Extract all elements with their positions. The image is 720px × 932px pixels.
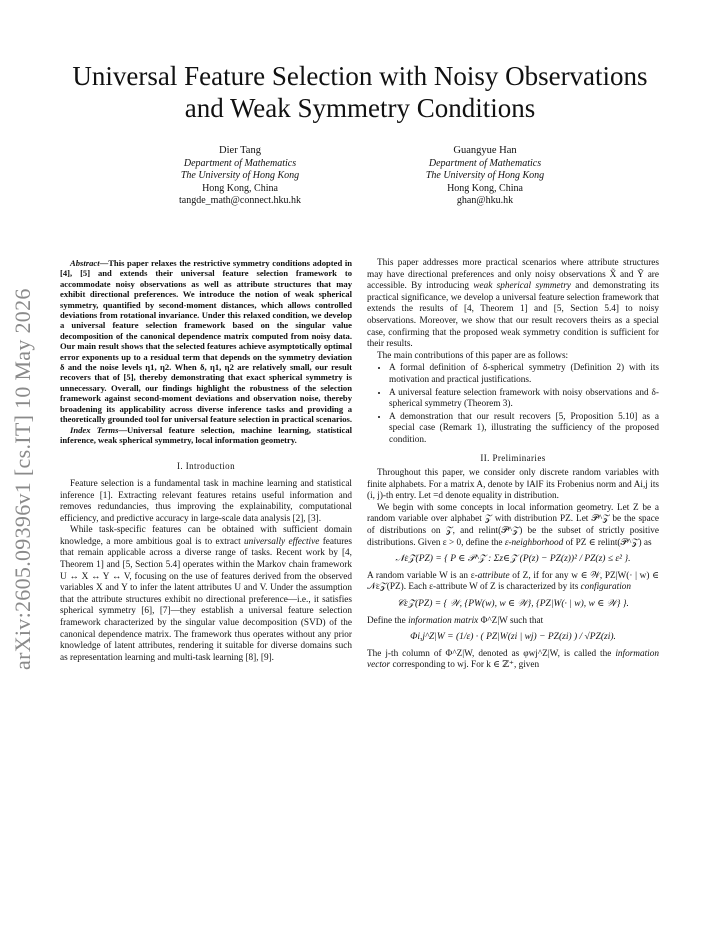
author-city: Hong Kong, China [447,182,523,194]
author-city: Hong Kong, China [202,182,278,194]
author-univ: The University of Hong Kong [180,170,300,181]
prelim-p4-emphasis: information matrix [408,615,479,626]
intro-p2-text-cont: features that remain applicable across a diverse range of tasks. Recent work by [4, Theorem 1] and [5, Section 5.4] operates within the Markov chain framework U ↔ X ↔ Y ↔ V, focusing on the use of features derived from the observed variables X and Y to infer the latent attributes U and V. Under the assumption that the attribute structures exhibit no directional preference—i.e., it satisfies spherical symmetry [6], [7]—they establish a universal feature selection framework characterized by the singular value decomposition (SVD) of the canonical dependence matrix. The framework thus operates without any prior knowledge of latent attributes, rendering it suitable for diverse domains such as representation learning and multi-task learning [8], [9]. [60,536,352,663]
contribution-item: • A universal feature selection framework with noisy observations and δ-spherical symmetry (Theorem 3). [389,388,659,411]
contribution-item: • A formal definition of δ-spherical symmetry (Definition 2) with its motivation and practical justifications. [389,363,659,386]
author-email: tangde_math@connect.hku.hk [179,195,301,206]
abstract-text: —This paper relaxes the restrictive symmetry conditions adopted in [4], [5] and extends their universal feature selection framework to accommodate noisy observations as well as attribute structures that may exhibit directional preferences. We introduce the notion of weak spherical symmetry, quantified by second-moment distances, which allows controlled deviations from rotational invariance. Under this relaxed condition, we develop a universal feature selection framework based on the singular value decomposition of the canonical dependence matrix computed from noisy data. Our main result shows that the selected features achieve asymptotically optimal error exponents up to a residual term that depends on the symmetry deviation δ and the noise levels η1, η2. When δ, η1, η2 are relatively small, our result recovers that of [5], thereby demonstrating that exact spherical symmetry is unnecessary. Overall, our findings highlight the robustness of the selection framework against second-moment deviations and observation noise, thereby broadening its applicability across diverse inference tasks and providing a theoretically grounded tool for universal feature selection in practical scenarios. [60,258,352,425]
author-block [365,145,605,208]
prelim-p2-text: We begin with some concepts in local information geometry. Let Z be a random variable over alphabet 𝒵 with distribution PZ. Let 𝒫^𝒵 be the space of distributions on 𝒵, and relint(𝒫^𝒵) be the subset of strictly positive distributions. Given ε > 0, define the [367,502,659,548]
prelim-p5-emphasis: information vector [367,648,659,671]
index-terms [60,425,352,446]
intro-p2-emphasis: universally effective [244,536,320,547]
prelim-paragraph-1: Throughout this paper, we consider only discrete random variables with finite alphabets. For a matrix A, denote by ‖A‖F its Frobenius norm and Ai,j its (i, j)-th entry. Let =d denote equality in distribution. [367,468,659,502]
right-column [367,258,659,672]
paper-title: Universal Feature Selection with Noisy Observations and Weak Symmetry Conditions [72,61,648,123]
prelim-paragraph-4 [367,616,659,628]
prelim-paragraph-3 [367,571,659,594]
scope-text-cont: and demonstrating its practical significance, we develop a universal feature selection framework that extends the results of [4, Theorem 1] and [5, Section 5.4] to noisy observations. Moreover, we show that our result recovers theirs as a special case, confirming that the proposed weak symmetry condition is sufficient for their results. [367,281,659,350]
index-terms-lead: Index Terms [70,424,119,435]
contribution-item: • A demonstration that our result recovers [5, Proposition 5.10] as a special case (Remark 1), illustrating the sufficiency of the proposed condition. [389,412,659,447]
scope-text: This paper addresses more practical scenarios where attribute structures may have directional preferences and only noisy observations X̃ and Ỹ are accessible. By introducing [367,258,659,292]
section-heading-preliminaries: II. Preliminaries [480,452,546,463]
prelim-p3-emphasis: attribute [477,570,510,581]
abstract-lead: Abstract [70,258,100,268]
prelim-paragraph-5 [367,649,659,672]
prelim-p2-emphasis: ε-neighborhood [504,537,564,548]
author-email: ghan@hku.hk [456,195,514,206]
body-paragraph-scope [367,258,659,351]
equation-information-matrix: Φi,j^Z|W = (1/ε) · ( PZ|W(zi | wj) − PZ(zi) ) / √PZ(zi). [410,632,616,643]
arxiv-stamp: arXiv:2605.09396v1 [cs.IT] 10 May 2026 [10,288,35,670]
intro-paragraph-2 [60,525,352,664]
prelim-p5-text: The j-th column of Φ^Z|W, denoted as φwj^Z|W, is called the [367,648,616,659]
author-name: Dier Tang [219,145,261,156]
intro-paragraph-1: Feature selection is a fundamental task in machine learning and statistical inference [1]. Extracting relevant features retains useful information and removes redundancies, thus improving the explainability, computational efficiency, and predictive accuracy in large-scale data analysis [2], [3]. [60,478,352,524]
prelim-p3-text: A random variable W is an ε- [367,570,478,581]
section-heading-introduction: I. Introduction [177,461,235,472]
equation-neighborhood: 𝒩ε𝒵(PZ) = { P ∈ 𝒫^𝒵 : Σz∈𝒵 (P(z) − PZ(z))² / PZ(z) ≤ ε² }. [395,554,631,565]
prelim-p4-text-cont: Φ^Z|W such that [478,615,544,626]
author-dept: Department of Mathematics [183,157,297,169]
abstract [60,258,352,425]
scope-emphasis: weak spherical symmetry [473,281,571,292]
equation-configuration: 𝒞ε𝒵(PZ) = { 𝒲, {PW(w), w ∈ 𝒲}, {PZ|W(· | w), w ∈ 𝒲} }. [397,599,629,610]
prelim-p3-text-cont: of Z, if for any w ∈ 𝒲, PZ|W(· | w) ∈ 𝒩ε𝒵(PZ). Each ε-attribute W of Z is characterized by its [367,570,659,593]
author-name: Guangyue Han [453,145,517,156]
author-univ: The University of Hong Kong [425,170,545,181]
contributions-intro: The main contributions of this paper are as follows: [377,350,569,361]
index-terms-text: —Universal feature selection, machine learning, statistical inference, weak spherical symmetry, local information geometry. [60,424,353,445]
intro-p2-text: While task-specific features can be obtained with sufficient domain knowledge, a more ambitious goal is to extract [60,525,352,547]
contributions-list [367,363,659,446]
author-dept: Department of Mathematics [428,157,542,169]
left-column [60,258,352,664]
prelim-paragraph-2 [367,503,659,549]
prelim-p3-emphasis-2: configuration [580,582,632,593]
prelim-p4-text: Define the [367,615,409,626]
prelim-p5-text-cont: corresponding to wj. For k ∈ ℤ⁺, given [390,660,540,671]
author-block [120,145,360,208]
prelim-p2-text-cont: of PZ ∈ relint(𝒫^𝒵) as [563,537,652,548]
